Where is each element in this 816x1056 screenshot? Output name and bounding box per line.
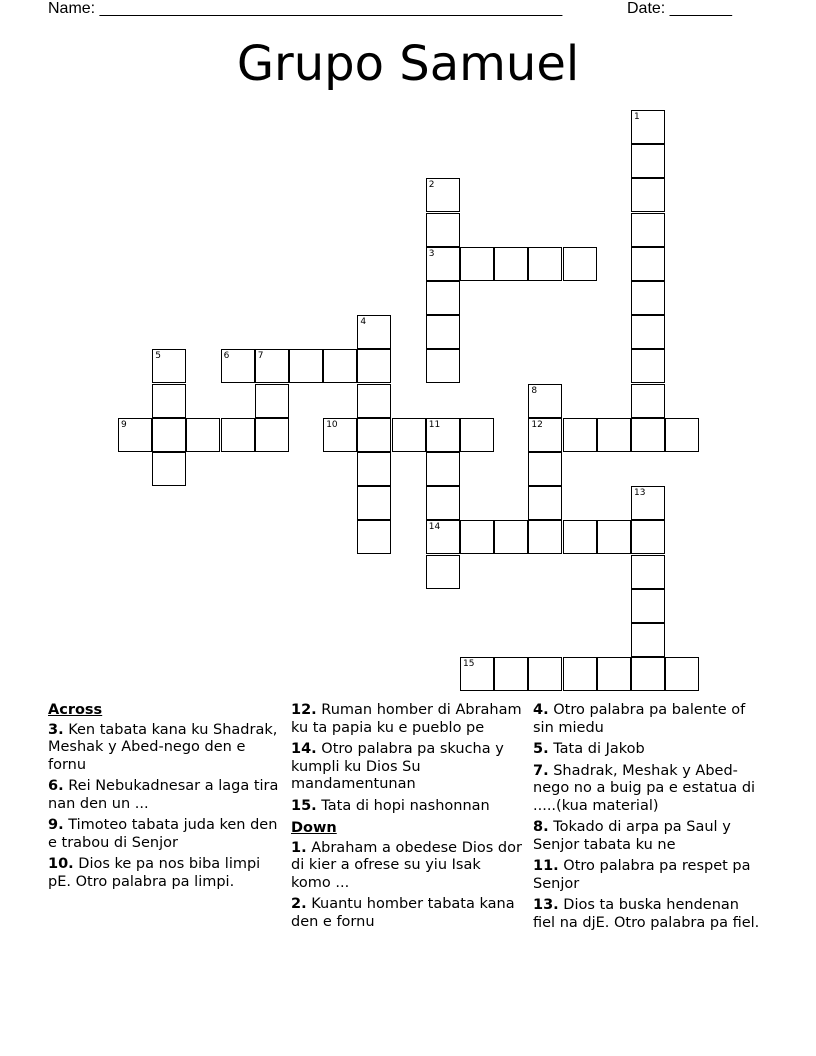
grid-cell-number: 4 (360, 317, 367, 328)
grid-cell[interactable] (426, 247, 460, 281)
grid-cell[interactable] (528, 452, 562, 486)
clue-item (48, 722, 280, 775)
clue-number: 4. (533, 702, 549, 718)
clue-item (533, 702, 765, 737)
grid-cell[interactable] (528, 520, 562, 554)
grid-cell-number: 9 (121, 419, 127, 430)
clue-column-2 (291, 702, 523, 935)
grid-cell[interactable] (426, 520, 460, 554)
grid-cell[interactable] (528, 657, 562, 691)
grid-cell-number: 14 (428, 522, 441, 533)
grid-cell-number: 8 (531, 385, 538, 396)
grid-cell-number: 12 (531, 419, 543, 430)
grid-cell[interactable] (631, 623, 665, 657)
grid-cell[interactable] (563, 657, 597, 691)
clue-item (533, 819, 765, 854)
grid-cell[interactable] (357, 315, 391, 349)
grid-cell[interactable] (460, 247, 494, 281)
clue-text: Shadrak, Meshak y Abed-nego no a buig pa e estatua di .....(kua material) (533, 762, 756, 814)
clue-number: 3. (48, 721, 64, 738)
grid-cell[interactable] (357, 452, 391, 486)
grid-cell[interactable] (426, 281, 460, 315)
grid-cell[interactable] (597, 520, 631, 554)
clue-number: 12. (291, 702, 317, 718)
date-field-label[interactable]: Date: _______ (627, 0, 732, 17)
grid-cell[interactable] (631, 178, 665, 212)
clue-number: 2. (291, 896, 307, 912)
grid-cell[interactable] (631, 281, 665, 315)
grid-cell[interactable] (528, 247, 562, 281)
grid-cell[interactable] (186, 418, 220, 452)
grid-cell-number: 15 (463, 659, 475, 670)
grid-cell[interactable] (631, 110, 665, 144)
grid-cell[interactable] (563, 418, 597, 452)
grid-cell[interactable] (255, 418, 289, 452)
grid-cell[interactable] (631, 144, 665, 178)
clue-text: Ken tabata kana ku Shadrak, Meshak y Abed-nego den e fornu (48, 721, 278, 773)
clue-column-3 (533, 702, 765, 936)
clue-item (291, 798, 523, 816)
grid-cell[interactable] (528, 486, 562, 520)
grid-cell[interactable] (631, 589, 665, 623)
grid-cell[interactable] (631, 384, 665, 418)
clue-text: Dios ta buska hendenan fiel na djE. Otro palabra pa fiel. (533, 897, 760, 931)
clue-heading-down: Down (291, 820, 337, 836)
grid-cell[interactable] (665, 657, 699, 691)
clue-text: Abraham a obedese Dios dor di kier a ofrese su yiu Isak komo ... (291, 839, 522, 891)
clue-item (291, 840, 523, 893)
grid-cell[interactable] (426, 349, 460, 383)
grid-cell-number: 6 (223, 351, 230, 362)
clue-text: Otro palabra pa skucha y kumpli ku Dios Su mandamentunan (291, 741, 504, 792)
grid-cell[interactable] (392, 418, 426, 452)
grid-cell[interactable] (426, 418, 460, 452)
grid-cell[interactable] (426, 486, 460, 520)
grid-cell-number: 3 (428, 248, 435, 259)
grid-cell[interactable] (528, 384, 562, 418)
clue-text: Tokado di arpa pa Saul y Senjor tabata ku ne (533, 819, 731, 853)
clue-item (48, 856, 280, 891)
grid-cell-number: 2 (428, 180, 435, 191)
grid-cell[interactable] (323, 349, 357, 383)
grid-cell[interactable] (426, 315, 460, 349)
grid-cell[interactable] (426, 555, 460, 589)
page-title: Grupo Samuel (236, 36, 580, 92)
clue-number: 13. (533, 897, 559, 913)
clue-item (291, 896, 523, 931)
grid-cell[interactable] (631, 418, 665, 452)
grid-cell[interactable] (494, 247, 528, 281)
grid-cell[interactable] (357, 520, 391, 554)
grid-cell[interactable] (118, 418, 152, 452)
grid-cell[interactable] (460, 657, 494, 691)
grid-cell[interactable] (631, 486, 665, 520)
grid-cell[interactable] (221, 349, 255, 383)
grid-cell[interactable] (426, 178, 460, 212)
clue-number: 15. (291, 797, 317, 814)
grid-cell[interactable] (357, 418, 391, 452)
grid-cell[interactable] (494, 657, 528, 691)
clue-item (533, 858, 765, 893)
grid-cell[interactable] (460, 418, 494, 452)
clue-text: Dios ke pa nos biba limpi pE. Otro palabra pa limpi. (48, 856, 261, 890)
grid-cell[interactable] (357, 349, 391, 383)
grid-cell[interactable] (494, 520, 528, 554)
clue-text: Otro palabra pa balente of sin miedu (533, 702, 746, 736)
grid-cell[interactable] (426, 452, 460, 486)
clue-text: Ruman homber di Abraham ku ta papia ku e pueblo pe (291, 702, 522, 736)
clue-text: Otro palabra pa respet pa Senjor (533, 858, 751, 892)
grid-cell[interactable] (665, 418, 699, 452)
grid-cell[interactable] (631, 213, 665, 247)
clue-number: 7. (533, 762, 549, 779)
grid-cell[interactable] (426, 213, 460, 247)
grid-cell-number: 5 (155, 351, 161, 362)
grid-cell[interactable] (460, 520, 494, 554)
grid-cell[interactable] (597, 418, 631, 452)
grid-cell[interactable] (528, 418, 562, 452)
grid-cell[interactable] (631, 555, 665, 589)
clue-text: Kuantu homber tabata kana den e fornu (291, 896, 515, 930)
clue-number: 8. (533, 819, 549, 835)
clue-item (291, 741, 523, 794)
grid-cell[interactable] (631, 349, 665, 383)
clue-text: Rei Nebukadnesar a laga tira nan den un ... (48, 778, 279, 812)
grid-cell[interactable] (357, 384, 391, 418)
clue-column-1 (48, 702, 280, 895)
grid-cell[interactable] (152, 418, 186, 452)
clue-number: 5. (533, 741, 549, 757)
grid-cell[interactable] (563, 247, 597, 281)
clue-item (48, 817, 280, 852)
grid-cell-number: 1 (634, 112, 640, 122)
grid-cell[interactable] (221, 418, 255, 452)
grid-cell-number: 10 (326, 419, 338, 430)
clue-text: Timoteo tabata juda ken den e trabou di Senjor (48, 817, 278, 851)
grid-cell[interactable] (152, 349, 186, 383)
clue-number: 9. (48, 817, 64, 833)
clue-item (533, 741, 765, 759)
clue-number: 1. (291, 839, 307, 856)
grid-cell[interactable] (631, 315, 665, 349)
clue-number: 11. (533, 858, 559, 874)
grid-cell-number: 7 (257, 351, 264, 362)
grid-cell[interactable] (597, 657, 631, 691)
clue-text: Tata di Jakob (553, 741, 645, 757)
grid-cell-number: 11 (428, 419, 441, 430)
clue-item (533, 897, 765, 932)
grid-cell[interactable] (255, 349, 289, 383)
grid-cell[interactable] (631, 657, 665, 691)
grid-cell[interactable] (631, 247, 665, 281)
name-field-label[interactable]: Name: ____________________________________________________ (48, 0, 563, 17)
grid-cell[interactable] (289, 349, 323, 383)
grid-cell[interactable] (631, 520, 665, 554)
clue-number: 6. (48, 778, 64, 794)
clue-heading-across: Across (48, 702, 103, 718)
clue-text: Tata di hopi nashonnan (321, 797, 490, 814)
grid-cell[interactable] (563, 520, 597, 554)
grid-cell[interactable] (323, 418, 357, 452)
clue-item (291, 702, 523, 737)
clue-item (533, 763, 765, 816)
clue-number: 10. (48, 856, 74, 872)
grid-cell[interactable] (152, 384, 186, 418)
grid-cell[interactable] (152, 452, 186, 486)
clue-number: 14. (291, 741, 317, 757)
grid-cell-number: 13 (634, 488, 646, 499)
grid-cell[interactable] (255, 384, 289, 418)
grid-cell[interactable] (357, 486, 391, 520)
clue-item (48, 778, 280, 813)
